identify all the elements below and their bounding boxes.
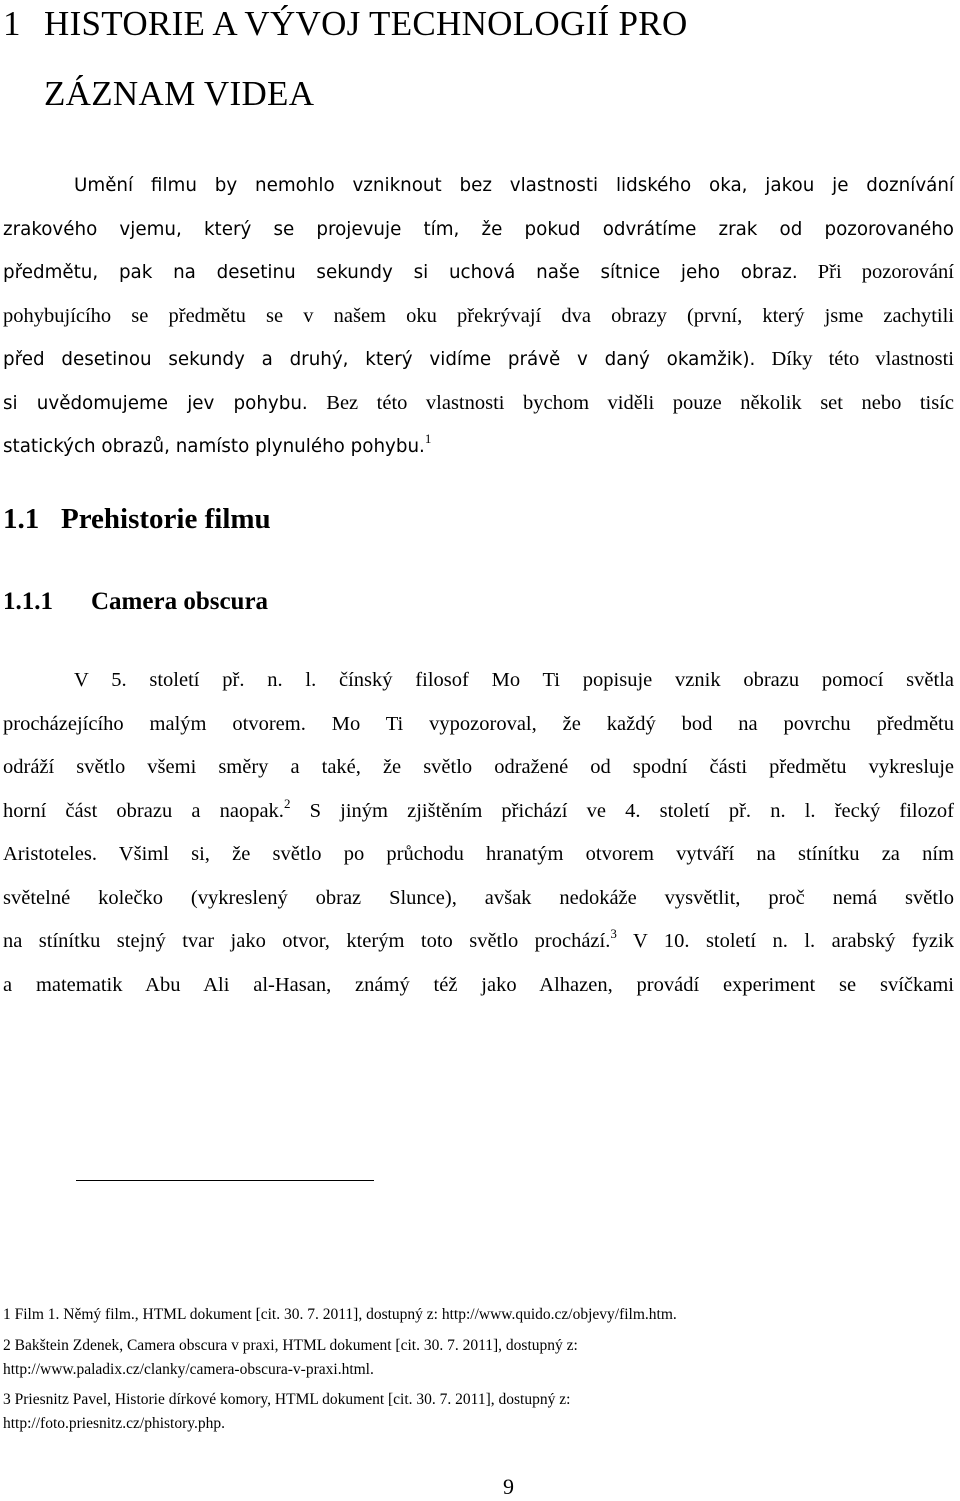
body-line: horní část obrazu a naopak.$^2$ S jiným zjištěním přichází ve 4. století př. n. l. řecký filozof (3, 795, 955, 822)
body-line: Aristoteles. Všiml si, že světlo po průchodu hranatým otvorem vytváří na stínítku za ním (3, 843, 954, 865)
footnote-ref: 3 (610, 926, 617, 941)
body-paragraph (3, 659, 954, 1007)
page-number: 9 (503, 1474, 514, 1499)
footnote-3 (3, 1388, 954, 1435)
footnote-1 (3, 1303, 954, 1327)
section-title: Prehistorie filmu (61, 503, 271, 535)
footnote-ref: 2 (283, 795, 291, 811)
body-line: a matematik Abu Ali al-Hasan, známý též jako Alhazen, provádí experiment se svíčkami (3, 973, 954, 996)
chapter-heading-line1 (3, 4, 688, 44)
body-line: procházejícího malým otvorem. Mo Ti vypozoroval, že každý bod na povrchu předmětu (3, 712, 954, 735)
body-line: V 5. století př. n. l. čínský filosof Mo Ti popisuje vznik obrazu pomocí světla (74, 669, 954, 691)
chapter-heading-line2: ZÁZNAM VIDEA (44, 74, 315, 113)
footnote-text: 2 Bakštein Zdenek, Camera obscura v praxi, HTML dokument [cit. 30. 7. 2011], dostupný z: (3, 1337, 578, 1354)
body-line: světelné kolečko (vykreslený obraz Slunce), avšak nedokáže vysvětlit, proč nemá světlo (3, 886, 954, 909)
footnote-link[interactable]: http://foto.priesnitz.cz/phistory.php. (3, 1414, 225, 1432)
intro-line: předmětu, pak na desetinu sekundy si uchová naše sítnice jeho obraz. Při pozorování (3, 261, 954, 283)
subsection-heading (3, 588, 268, 616)
footnote-text: 3 Priesnitz Pavel, Historie dírkové komory, HTML dokument [cit. 30. 7. 2011], dostupný z: (3, 1391, 571, 1408)
body-line: odráží světlo všemi směry a také, že světlo odražené od spodní části předmětu vykresluje (3, 756, 954, 778)
intro-paragraph (3, 164, 954, 469)
intro-line: si uvědomujeme jev pohybu. Bez této vlastnosti bychom viděli pouze několik set nebo tisíc (3, 391, 954, 414)
chapter-number: 1 (3, 4, 21, 43)
footnote-link[interactable]: http://www.paladix.cz/clanky/camera-obscura-v-praxi.html. (3, 1360, 374, 1378)
section-heading (3, 503, 271, 536)
intro-line: pohybujícího se předmětu se v našem oku překrývají dva obrazy (první, který jsme zachytili (3, 304, 954, 327)
subsection-number: 1.1.1 (3, 588, 53, 615)
footnote-separator (76, 1180, 374, 1181)
footnote-ref: 1 (424, 431, 432, 446)
chapter-title-part1: HISTORIE A VÝVOJ TECHNOLOGIÍ PRO (44, 4, 688, 43)
body-line: na stínítku stejný tvar jako otvor, kterým toto světlo prochází.$^3$ V 10. století n. l. arabský fyzik (3, 926, 954, 952)
intro-line: zrakového vjemu, který se projevuje tím, že pokud odvrátíme zrak od pozorovaného (3, 218, 954, 240)
footnote-text: 1 Film 1. Němý film., HTML dokument [cit. 30. 7. 2011], dostupný z: http://www.quido.cz/objevy/film.htm. (3, 1306, 677, 1323)
intro-line: Umění filmu by nemohlo vzniknout bez vlastnosti lidského oka, jakou je doznívání (74, 175, 954, 196)
section-number: 1.1 (3, 503, 40, 535)
subsection-title: Camera obscura (91, 588, 269, 615)
intro-line: statických obrazů, namísto plynulého pohybu.$^1$ (3, 431, 432, 457)
intro-line: před desetinou sekundy a druhý, který vidíme právě v daný okamžik). Díky této vlastnosti (3, 348, 954, 370)
footnote-2 (3, 1334, 954, 1381)
